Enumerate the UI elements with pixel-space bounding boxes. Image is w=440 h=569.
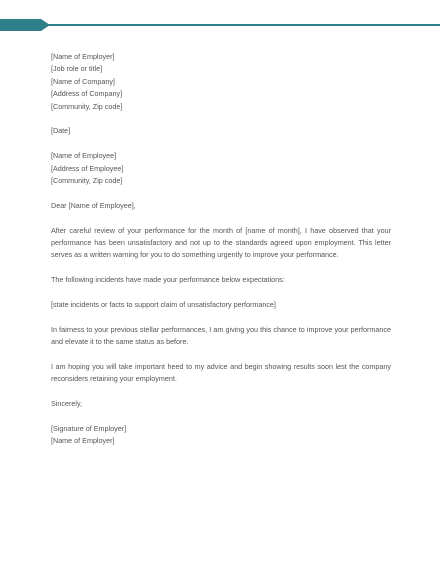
company-name: [Name of Company]: [51, 76, 115, 86]
employer-signature: [Signature of Employer]: [51, 424, 127, 434]
header-accent-tab: [0, 19, 50, 31]
paragraph-review: After careful review of your performance for the month of [name of month], I have observed that your performance has been unsatisfactory and not up to the standards agreed upon employment. This letter serves as a written warning for you to do something urgently to improve your performance.: [51, 225, 391, 260]
closing: Sincerely,: [51, 399, 83, 409]
company-address: [Address of Company]: [51, 89, 123, 99]
employer-name: [Name of Employer]: [51, 52, 115, 61]
company-community-zip: [Community, Zip code]: [51, 101, 123, 111]
letter-date: [Date]: [51, 126, 71, 136]
employee-address-block: [51, 150, 391, 187]
letter-body: [51, 51, 391, 448]
employer-address-block: [51, 51, 391, 113]
paragraph-fairness: In fairness to your previous stellar performances, I am giving you this chance to improve your performance and elevate it to the same status as before.: [51, 324, 391, 347]
employee-community-zip: [Community, Zip code]: [51, 176, 123, 186]
employer-job-title: [Job role or title]: [51, 64, 103, 74]
paragraph-hope: I am hoping you will take important heed to my advice and begin showing results soon lest the company reconsiders retaining your employment.: [51, 362, 391, 384]
paragraph-incidents-intro: The following incidents have made your performance below expectations:: [51, 275, 285, 285]
paragraph-incidents-placeholder: [state incidents or facts to support claim of unsatisfactory performance]: [51, 300, 276, 310]
signature-block: [51, 423, 391, 448]
header-accent-line: [0, 24, 440, 26]
employee-name: [Name of Employee]: [51, 151, 117, 161]
employee-address: [Address of Employee]: [51, 163, 124, 173]
salutation: Dear [Name of Employee],: [51, 200, 136, 210]
signature-employer-name: [Name of Employer]: [51, 436, 115, 446]
